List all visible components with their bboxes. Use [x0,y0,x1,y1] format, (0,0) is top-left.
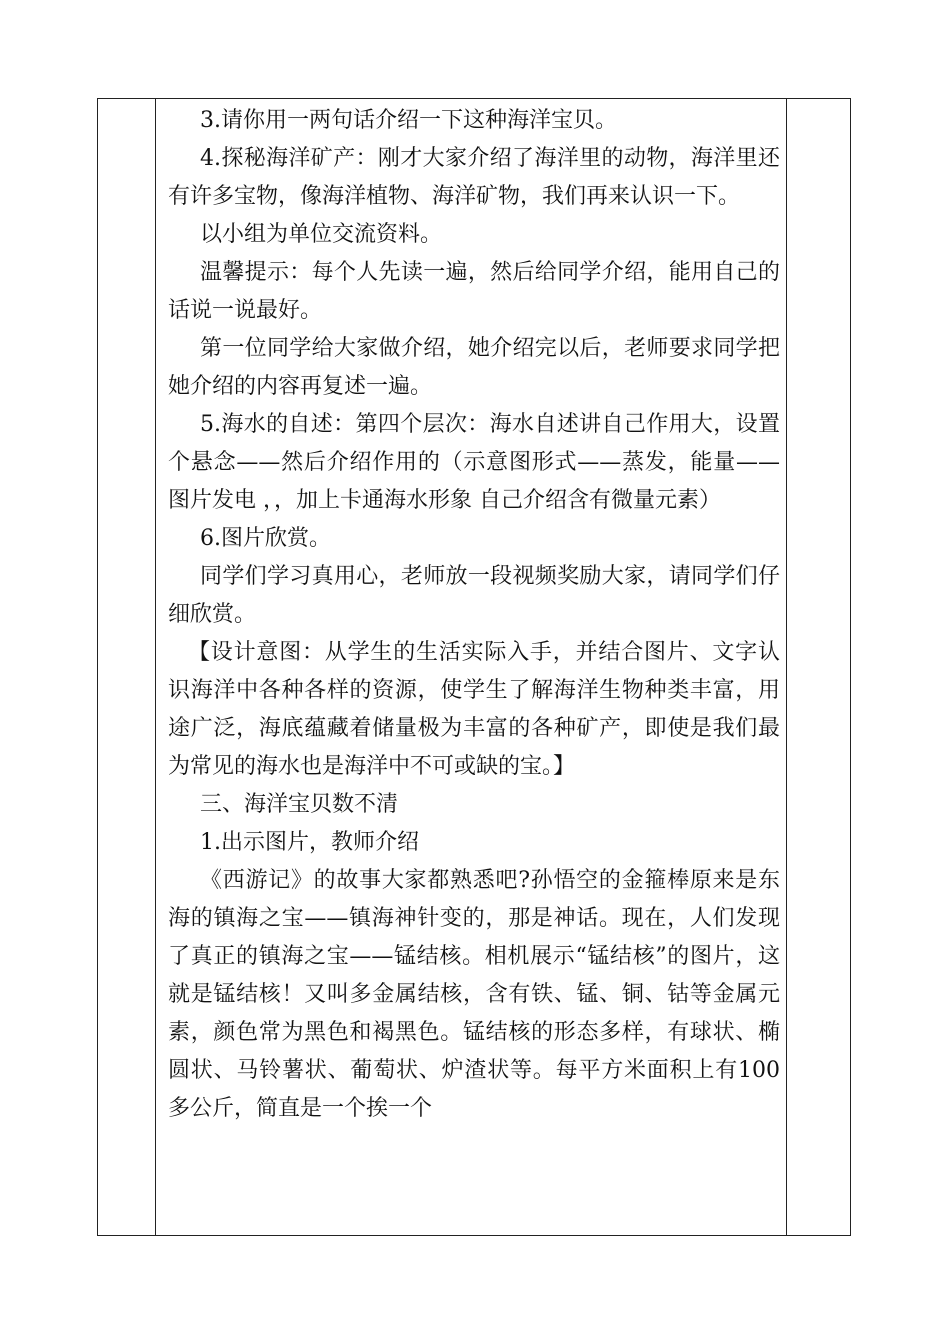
paragraph-step-5: 5.海水的自述：第四个层次：海水自述讲自己作用大，设置个悬念——然后介绍作用的（示意图形式——蒸发，能量——图片发电 ，，加上卡通海水形象 自己介绍含有微量元素） [168,412,780,513]
paragraph-show-pictures: 1.出示图片，教师介绍 [200,830,419,855]
paragraph-group-exchange: 以小组为单位交流资料。 [200,222,443,247]
column-divider-left [155,99,156,1235]
paragraph-design-intent: 【设计意图：从学生的生活实际入手，并结合图片、文字认识海洋中各种各样的资源，使学生了解海洋生物种类丰富，用途广泛，海底蕴藏着储量极为丰富的各种矿产，即使是我们最为常见的海水也是海洋中不可或缺的宝。】 [168,640,780,779]
paragraph-video: 同学们学习真用心，老师放一段视频奖励大家，请同学们仔细欣赏。 [168,564,780,627]
paragraph-step-3: 3.请你用一两句话介绍一下这种海洋宝贝。 [200,108,617,133]
lesson-content [168,102,780,1128]
paragraph-step-6: 6.图片欣赏。 [200,526,331,551]
paragraph-step-4: 4.探秘海洋矿产：刚才大家介绍了海洋里的动物，海洋里还有许多宝物，像海洋植物、海洋矿物，我们再来认识一下。 [168,146,780,209]
paragraph-first-student: 第一位同学给大家做介绍，她介绍完以后，老师要求同学把她介绍的内容再复述一遍。 [168,336,780,399]
section-heading-three: 三、海洋宝贝数不清 [200,792,399,817]
paragraph-tip: 温馨提示：每个人先读一遍，然后给同学介绍，能用自己的话说一说最好。 [168,260,780,323]
paragraph-manganese-nodules: 《西游记》的故事大家都熟悉吧?孙悟空的金箍棒原来是东海的镇海之宝——镇海神针变的，那是神话。现在，人们发现了真正的镇海之宝——锰结核。相机展示“锰结核”的图片，这就是锰结核！又叫多金属结核，含有铁、锰、铜、钴等金属元素，颜色常为黑色和褐黑色。锰结核的形态多样，有球状、椭圆状、马铃薯状、葡萄状、炉渣状等。每平方米面积上有100多公斤，简直是一个挨一个 [168,868,780,1121]
column-divider-right [786,99,787,1235]
